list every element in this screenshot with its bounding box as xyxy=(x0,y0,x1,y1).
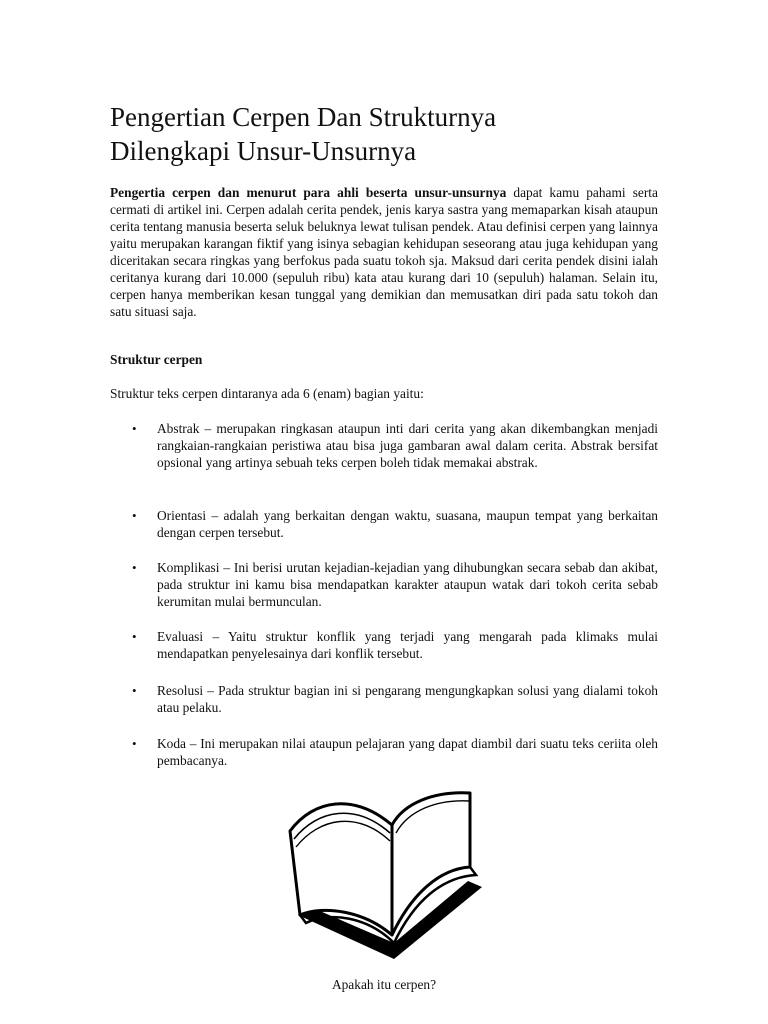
list-item xyxy=(110,682,658,716)
bullet-icon: • xyxy=(132,421,137,436)
bullet-icon: • xyxy=(132,560,137,575)
title-line-2: Dilengkapi Unsur-Unsurnya xyxy=(110,136,417,166)
intro-body: dapat kamu pahami serta cermati di artikel ini. Cerpen adalah cerita pendek, jenis karya sastra yang memaparkan kisah ataupun cerita tentang manusia beserta seluk beluknya lewat tulisan pendek. Atau definisi cerpen yang lainnya yaitu merupakan karangan fiktif yang isinya sebagian kehidupan seseorang atau juga kehidupan yang diceritakan secara ringkas yang berfokus pada suatu tokoh sja. Maksud dari cerita pendek disini ialah ceritanya kurang dari 10.000 (sepuluh ribu) kata atau kurang dari 10 (sepuluh) halaman. Selain itu, cerpen hanya memberikan kesan tunggal yang demikian dan memusatkan diri pada satu tokoh dan satu situasi saja. xyxy=(110,185,658,319)
list-item-text: Koda – Ini merupakan nilai ataupun pelajaran yang dapat diambil dari suatu teks ceriita oleh pembacanya. xyxy=(157,736,658,768)
page-title xyxy=(110,100,670,168)
list-item xyxy=(110,559,658,610)
list-item-text: Orientasi – adalah yang berkaitan dengan waktu, suasana, maupun tempat yang berkaitan dengan cerpen tersebut. xyxy=(157,508,658,540)
list-item-text: Abstrak – merupakan ringkasan ataupun inti dari cerita yang akan dikembangkan menjadi rangkaian-rangkaian peristiwa atau bisa juga gambaran awal dalam cerita. Abstrak bersifat opsional yang artinya sebuah teks cerpen boleh tidak memakai abstrak. xyxy=(157,421,658,470)
list-item xyxy=(110,735,658,769)
list-item xyxy=(110,628,658,662)
intro-bold-lead: Pengertia cerpen dan menurut para ahli beserta unsur-unsurnya xyxy=(110,185,507,200)
bullet-icon: • xyxy=(132,683,137,698)
lead-sentence: Struktur teks cerpen dintaranya ada 6 (enam) bagian yaitu: xyxy=(110,386,424,401)
list-item xyxy=(110,420,658,471)
bullet-icon: • xyxy=(132,508,137,523)
open-book-icon xyxy=(284,785,484,961)
section-heading: Struktur cerpen xyxy=(110,352,203,367)
bullet-icon: • xyxy=(132,629,137,644)
list-item-text: Evaluasi – Yaitu struktur konflik yang terjadi yang mengarah pada klimaks mulai mendapatkan penyelesainya dari konflik tersebut. xyxy=(157,629,658,661)
intro-paragraph xyxy=(110,184,658,320)
list-item-text: Resolusi – Pada struktur bagian ini si pengarang mengungkapkan solusi yang dialami tokoh atau pelaku. xyxy=(157,683,658,715)
title-line-1: Pengertian Cerpen Dan Strukturnya xyxy=(110,102,497,132)
image-caption: Apakah itu cerpen? xyxy=(331,977,437,992)
bullet-icon: • xyxy=(132,736,137,751)
list-item-text: Komplikasi – Ini berisi urutan kejadian-kejadian yang dihubungkan secara sebab dan akibat, pada struktur ini kamu bisa mendapatkan karakter ataupun watak dari tokoh cerita sebab kerumitan mulai bermunculan. xyxy=(157,560,658,609)
list-item xyxy=(110,507,658,541)
